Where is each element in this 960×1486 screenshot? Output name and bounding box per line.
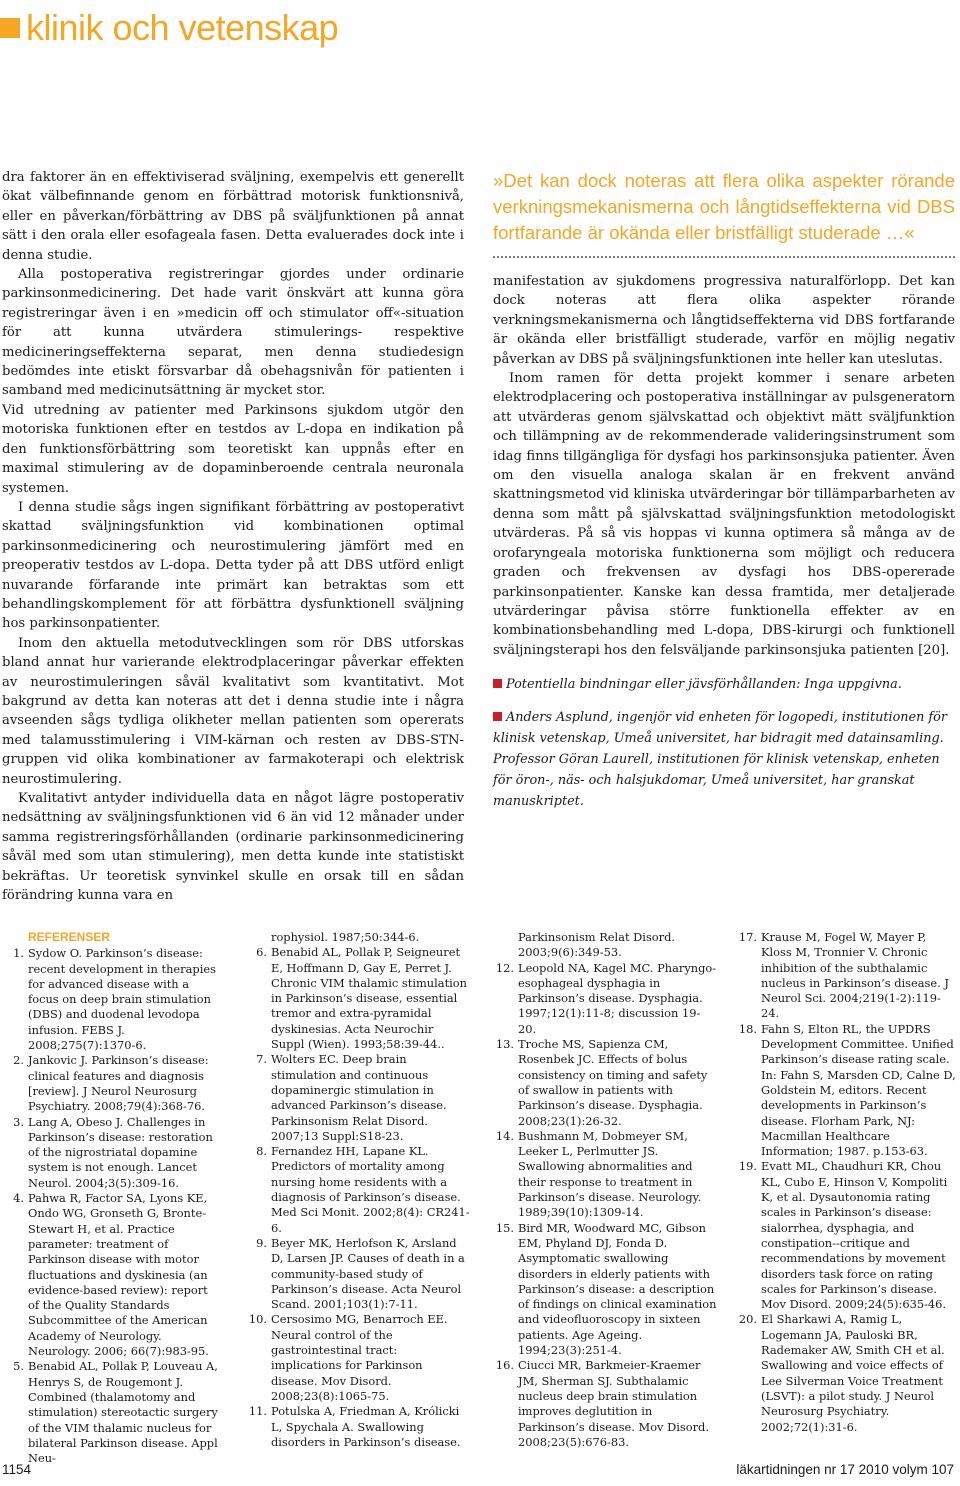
references-column-2 xyxy=(245,930,470,1450)
reference-item: 17. Krause M, Fogel W, Mayer P, Kloss M, Tronnier V. Chronic inhibition of the subthalamic nucleus in Parkinson’s disease. J Neurol Sci. 2004;219(1-2):119-24. xyxy=(738,930,949,1021)
section-title: klinik och vetenskap xyxy=(26,7,339,48)
references-heading: REFERENSER xyxy=(28,930,111,944)
references-column-3 xyxy=(492,930,717,1450)
reference-item: 9. Beyer MK, Herlofson K, Arsland D, Larsen JP. Causes of death in a community-based study of Parkinson’s disease. Acta Neurol Scand. 2001;103(1):7-11. xyxy=(256,1235,465,1312)
paragraph: Inom den aktuella metodutvecklingen som rör DBS utforskas bland annat hur varierande elektrodplaceringar påverkar effekten av neurostimuleringen såväl kvalitativt som kvantitativt. Mot bakgrund av detta kan noteras att det i denna studie inte i några avseenden sågs tydliga olikheter mellan patienten som opererats med talamusstimulering i VIM-kärnan och resten av DBS-STN-gruppen vid olika kombinationer av farmakoterapi och elektrisk neurostimulering. xyxy=(2,635,464,787)
reference-item: 8. Fernandez HH, Lapane KL. Predictors of mortality among nursing home residents with a diagnosis of Parkinson’s disease. Med Sci Monit. 2002;8(4): CR241-6. xyxy=(256,1144,470,1235)
reference-item: 12. Leopold NA, Kagel MC. Pharyngo-esophageal dysphagia in Parkinson’s disease. Dysphagia. 1997;12(1):11-8; discussion 19-20. xyxy=(495,960,717,1036)
reference-item: 16. Ciucci MR, Barkmeier-Kraemer JM, Sherman SJ. Subthalamic nucleus deep brain stimulation improves deglutition in Parkinson’s disease. Mov Disord. 2008;23(5):676-83. xyxy=(495,1358,709,1449)
pull-quote: »Det kan dock noteras att flera olika aspekter rörande verkningsmekanismerna och långtidseffekterna vid DBS fortfarande är okända eller bristfälligt studerade …« xyxy=(493,168,955,258)
section-header xyxy=(0,7,339,48)
reference-item: 6. Benabid AL, Pollak P, Seigneuret E, Hoffmann D, Gay E, Perret J. Chronic VIM thalamic stimulation in Parkinson’s disease, essential tremor and extra-pyramidal dyskinesias. Acta Neurochir Suppl (Wien). 1993;58:39-44.. xyxy=(256,945,467,1052)
reference-item: 1. Sydow O. Parkinson’s disease: recent development in therapies for advanced disease with a focus on deep brain stimulation (DBS) and duodenal levodopa infusion. FEBS J. 2008;275(7):1370-6. xyxy=(13,946,216,1053)
references-column-4 xyxy=(735,930,957,1435)
reference-item: 18. Fahn S, Elton RL, the UPDRS Development Committee. Unified Parkinson’s disease rating scale. In: Fahn S, Marsden CD, Calne D, Goldstein M, editors. Recent developments in Parkinson’s disease. Florham Park, NJ: Macmillan Healthcare Information; 1987. p.153-63. xyxy=(738,1021,956,1159)
body-column-right xyxy=(493,168,955,812)
paragraph: Alla postoperativa registreringar gjordes under ordinarie parkinsonmedicinering. Det hade varit önskvärt att kunna göra registreringar även i en »medicin off och stimulator off«-situation för att kunna utvärdera stimulerings- respektive medicineringseffekterna separat, men denna studiedesign bedömdes inte etiskt försvarbar då obehagsnivån för patienten i samband med medicinutsättning är mycket stor. xyxy=(2,267,464,399)
note-text: Potentiella bindningar eller jävsförhållanden: Inga uppgivna. xyxy=(506,677,902,693)
references-column-1 xyxy=(2,930,220,1466)
paragraph: dra faktorer än en effektiviserad sväljning, exempelvis ett generellt ökat välbefinnande genom en förbättrad motorisk funktionsnivå, eller en påverkan/förbättring av DBS på sväljfunktionen på annat sätt i den orala eller esofageala fasen. Detta evaluerades dock inte i denna studie. xyxy=(2,170,464,263)
reference-item: 5. Benabid AL, Pollak P, Louveau A, Henrys S, de Rougemont J. Combined (thalamotomy and stimulation) stereotactic surgery of the VIM thalamic nucleus for bilateral Parkinson disease. Appl Neu- xyxy=(13,1359,218,1466)
reference-item: 4. Pahwa R, Factor SA, Lyons KE, Ondo WG, Gronseth G, Bronte-Stewart H, et al. Practice parameter: treatment of Parkinson disease with motor fluctuations and dyskinesia (an evidence-based review): report of the Quality Standards Subcommittee of the American Academy of Neurology. Neurology. 2006; 66(7):983-95. xyxy=(13,1191,209,1359)
reference-item: 2. Jankovic J. Parkinson’s disease: clinical features and diagnosis [review]. J Neurol Neurosurg Psychiatry. 2008;79(4):368-76. xyxy=(13,1053,209,1114)
body-column-left xyxy=(2,168,464,905)
note-marker-icon xyxy=(493,679,502,688)
reference-item: 7. Wolters EC. Deep brain stimulation and continuous dopaminergic stimulation in advanced Parkinson’s disease. Parkinsonism Relat Disord. 2007;13 Suppl:S18-23. xyxy=(256,1052,447,1143)
conflict-of-interest-note xyxy=(493,674,955,695)
reference-item: 10. Cersosimo MG, Benarroch EE. Neural control of the gastrointestinal tract: implications for Parkinson disease. Mov Disord. 2008;23(8):1065-75. xyxy=(248,1312,448,1403)
reference-item: 20. El Sharkawi A, Ramig L, Logemann JA, Pauloski BR, Rademaker AW, Smith CH et al. Swallowing and voice effects of Lee Silverman Voice Treatment (LSVT): a pilot study. J Neurol Neurosurg Psychiatry. 2002;72(1):31-6. xyxy=(738,1312,945,1434)
journal-footer: läkartidningen nr 17 2010 volym 107 xyxy=(736,1462,954,1477)
paragraph: Inom ramen för detta projekt kommer i senare arbeten elektrodplacering och postoperativa inställningar av pulsgeneratorn att utvärderas genom självskattad och objektivt mätt sväljfunktion och tillämpning av de rekommenderade valideringsinstrument som idag finns tillgängliga för dysfagi hos parkinsonsjuka patienter. Även om den visuella analoga skalan är en frekvent använd skattningsmetod vid kliniska utvärderingar bör tillämparbarheten av denna som mått på självskattad sväljningsfunktion metodologiskt utvärderas. På så vis hoppas vi kunna optimera så många av de orofaryngeala motoriska funktionerna som möjligt och reducera graden och frekvensen av dysfagi hos DBS-opererade parkinsonpatienter. Kanske kan dessa framtida, mer detaljerade utvärderingar påvisa större funktionella effekter av en kombinationsbehandling med L-dopa, DBS-kirurgi och funktionell sväljningsterapi hos den felsväljande parkinsonsjuka patienten [20]. xyxy=(493,371,955,658)
reference-continuation: rophysiol. 1987;50:344-6. xyxy=(271,930,420,944)
reference-item: 15. Bird MR, Woodward MC, Gibson EM, Phyland DJ, Fonda D. Asymptomatic swallowing disorders in elderly patients with Parkinson’s disease: a description of findings on clinical examination and videofluoroscopy in sixteen patients. Age Ageing. 1994;23(3):251-4. xyxy=(495,1220,717,1358)
section-marker-icon xyxy=(0,18,20,38)
paragraph: Kvalitativt antyder individuella data en något lägre postoperativ nedsättning av sväljningsfunktionen vid 6 än vid 12 månader under samma registreringsförhållanden (ordinarie parkinsonmedicinering såväl med som utan stimulering), men detta kunde inte statistiskt bekräftas. Ur teoretisk synvinkel skulle en orsak till en sådan förändring kunna vara en xyxy=(2,791,464,904)
reference-item: 3. Lang A, Obeso J. Challenges in Parkinson’s disease: restoration of the nigrostriatal dopamine system is not enough. Lancet Neurol. 2004;3(5):309-16. xyxy=(13,1114,213,1190)
reference-item: 13. Troche MS, Sapienza CM, Rosenbek JC. Effects of bolus consistency on timing and safety of swallow in patients with Parkinson’s disease. Dysphagia. 2008;23(1):26-32. xyxy=(495,1037,708,1128)
paragraph: Vid utredning av patienter med Parkinsons sjukdom utgör den motoriska funktionen efter en testdos av L-dopa en indikation på den funktionsförbättring som teoretiskt kan uppnås efter en maximal stimulering av de dopaminberoende centrala neuronala systemen. xyxy=(2,402,464,496)
reference-continuation: Parkinsonism Relat Disord. 2003;9(6):349-53. xyxy=(518,930,676,960)
reference-item: 19. Evatt ML, Chaudhuri KR, Chou KL, Cubo E, Hinson V, Kompoliti K, et al. Dysautonomia rating scales in Parkinson’s disease: sialorrhea, dysphagia, and constipation--critique and recommendations by movement disorders task force on rating scales for Parkinson’s disease. Mov Disord. 2009;24(5):635-46. xyxy=(738,1159,948,1312)
paragraph: manifestation av sjukdomens progressiva naturalförlopp. Det kan dock noteras att flera olika aspekter rörande verkningsmekanismerna och långtidseffekterna vid DBS fortfarande är okända eller bristfälligt studerade, varför en möjlig negativ påverkan av DBS på sväljningsfunktionen inte heller kan uteslutas. xyxy=(493,274,955,367)
acknowledgement-note xyxy=(493,707,955,812)
reference-item: 14. Bushmann M, Dobmeyer SM, Leeker L, Perlmutter JS. Swallowing abnormalities and their response to treatment in Parkinson’s disease. Neurology. 1989;39(10):1309-14. xyxy=(495,1128,702,1220)
note-text: Anders Asplund, ingenjör vid enheten för logopedi, institutionen för klinisk vetenskap, Umeå universitet, har bidragit med datainsamling. Professor Göran Laurell, institutionen för klinisk vetenskap, enheten för öron-, näs- och halsjukdomar, Umeå universitet, har granskat manuskriptet. xyxy=(493,710,947,810)
paragraph: I denna studie sågs ingen signifikant förbättring av postoperativt skattad sväljningsfunktion vid kombinationen optimal parkinsonmedicinering och neurostimulering jämfört med en preoperativ testdos av L-dopa. Detta tyder på att DBS utförd enligt nuvarande förfarande inte primärt kan betraktas som ett behandlingskomplement för att förbättra dysfunktionell sväljning hos parkinsonpatienter. xyxy=(2,499,464,632)
reference-item: 11. Potulska A, Friedman A, Królicki L, Spychala A. Swallowing disorders in Parkinson’s disease. xyxy=(248,1404,461,1449)
note-marker-icon xyxy=(493,712,502,721)
page-number: 1154 xyxy=(2,1462,32,1477)
